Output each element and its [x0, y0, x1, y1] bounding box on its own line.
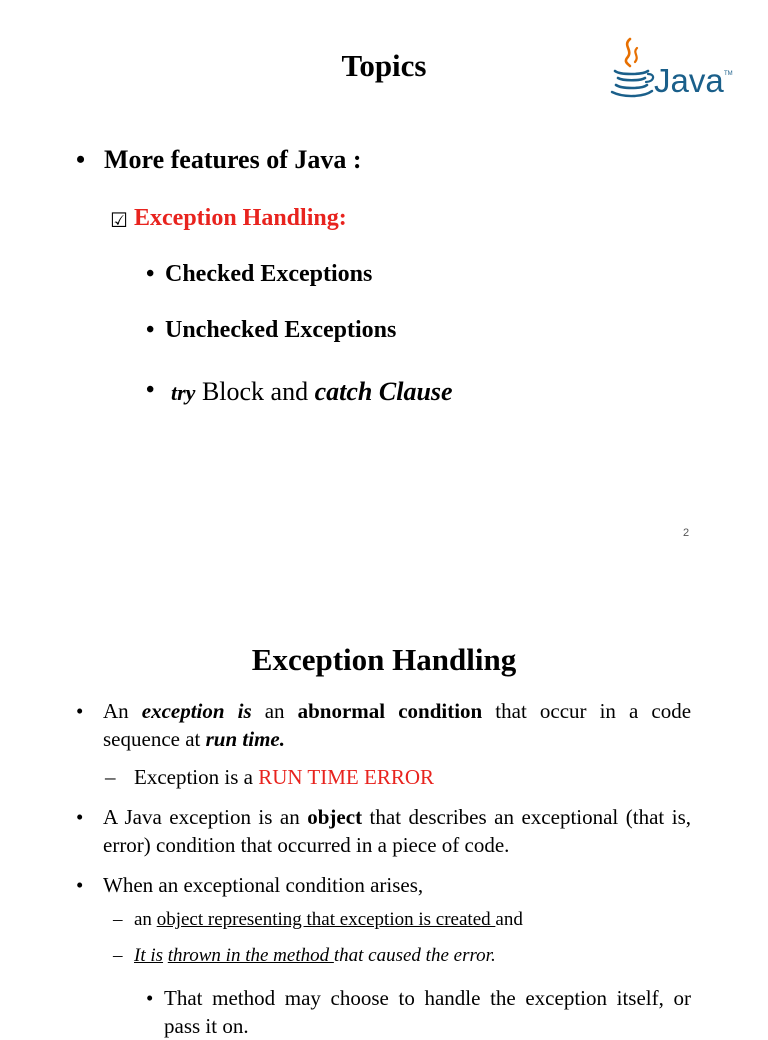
text: abnormal condition — [297, 699, 483, 723]
section-heading: Exception Handling: — [134, 205, 347, 231]
bullet-dot: • — [146, 261, 155, 287]
text: object representing that exception is created — [156, 909, 496, 930]
topic-item: Unchecked Exceptions — [165, 317, 397, 343]
bullet-dot: • — [76, 805, 84, 829]
topic-item: Checked Exceptions — [165, 261, 373, 287]
checkbox-icon: ☑ — [110, 208, 128, 232]
java-wordmark: Java — [654, 62, 724, 99]
bullet-dot: • — [146, 317, 155, 343]
slide-exception-handling — [0, 600, 768, 1038]
dash-marker: – — [113, 945, 123, 966]
dash-marker: – — [113, 909, 123, 930]
bullet-dot: • — [146, 986, 154, 1010]
bullet-paragraph — [103, 697, 691, 753]
text: that occur in a code sequence at — [103, 699, 692, 751]
bullet-dot: • — [76, 145, 86, 174]
text: thrown in the method — [167, 945, 334, 966]
text: exception — [141, 699, 225, 723]
text: object — [307, 805, 363, 829]
text: and — [495, 909, 523, 930]
slide-title: Topics — [341, 48, 427, 83]
java-logo — [610, 36, 736, 102]
text — [225, 699, 238, 723]
text: A Java exception is an — [103, 805, 308, 829]
bullet-dot: • — [146, 377, 155, 403]
slide-title: Exception Handling — [251, 642, 517, 677]
bullet-paragraph: That method may choose to handle the exception itself, or pass it on. — [164, 986, 691, 1038]
text: It is — [134, 945, 164, 966]
java-cup-icon — [612, 39, 653, 96]
main-bullet-text: More features of Java : — [104, 145, 362, 174]
bullet-dot: • — [76, 699, 84, 723]
text: an — [134, 909, 157, 930]
block-text: Block and — [195, 377, 315, 406]
bullet-paragraph — [103, 803, 691, 859]
catch-keyword: catch Clause — [314, 377, 453, 406]
bullet-paragraph: When an exceptional condition arises, — [103, 873, 424, 897]
dash-marker: – — [105, 765, 116, 789]
text: that caused the error. — [333, 945, 496, 966]
trademark-mark: TM — [724, 71, 733, 77]
text: that describes an exceptional (that is, error) condition that occurred in a piece of code. — [103, 805, 691, 857]
text: run time. — [205, 727, 285, 751]
topic-item — [171, 377, 453, 407]
text: is — [237, 699, 252, 723]
sub-point — [134, 945, 496, 967]
text: Exception is a — [134, 765, 259, 789]
text: an — [251, 699, 298, 723]
sub-point — [134, 909, 523, 931]
bullet-dot: • — [76, 873, 84, 897]
sub-point — [134, 765, 434, 790]
text: RUN TIME ERROR — [258, 765, 435, 789]
page-number: 2 — [683, 527, 690, 539]
text: An — [103, 699, 142, 723]
try-keyword: try — [171, 380, 196, 405]
